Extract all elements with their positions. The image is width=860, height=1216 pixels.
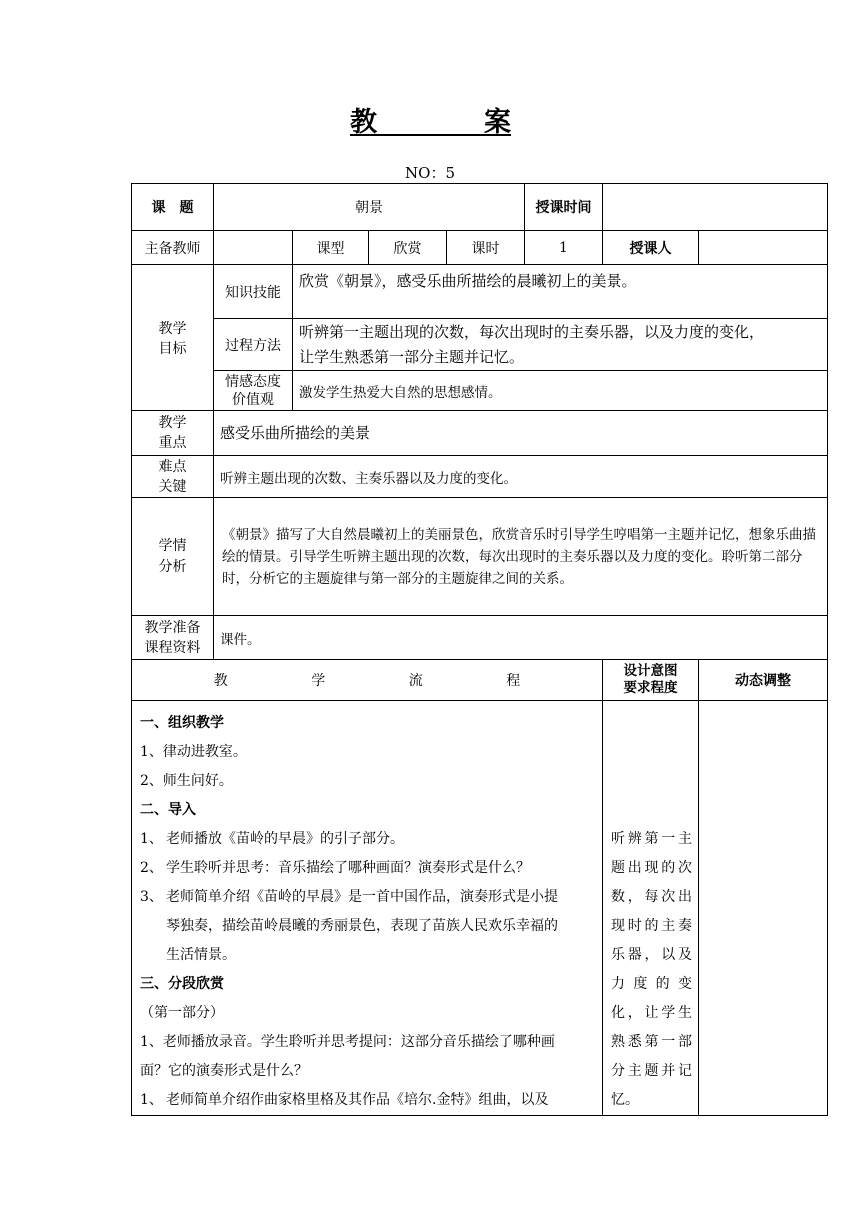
process-label: 过程方法 — [214, 319, 293, 371]
lecturer-label: 授课人 — [603, 231, 699, 265]
flow-part-label: （第一部分） — [140, 1005, 224, 1021]
flow-item-number: 1、 — [140, 831, 163, 847]
dynamic-adjust[interactable] — [699, 701, 828, 1116]
prep-row — [132, 616, 828, 660]
design-header — [603, 660, 699, 701]
flow-section-3: 三、分段欣赏 — [140, 976, 224, 992]
time-label: 授课时间 — [525, 184, 603, 231]
flow-item-number: 2、 — [140, 860, 163, 876]
lesson-plan-table — [131, 183, 828, 1116]
teacher-label: 主备教师 — [132, 231, 214, 265]
emotion-label — [214, 371, 293, 411]
focus-row — [132, 411, 828, 456]
prep-label — [132, 616, 214, 660]
process-text-line2: 让学生熟悉第一部分主题并记忆。 — [299, 347, 525, 366]
flow-item-continued: 琴独奏，描绘苗岭晨曦的秀丽景色，表现了苗族人民欢乐幸福的 — [166, 918, 558, 934]
knowledge-label: 知识技能 — [214, 265, 293, 319]
topic-value: 朝景 — [214, 184, 525, 231]
flow-item-text: 学生聆听并思考：音乐描绘了哪种画面？演奏形式是什么？ — [166, 860, 530, 876]
flow-item-text: 老师播放《苗岭的早晨》的引子部分。 — [166, 831, 404, 847]
flow-header-title — [132, 660, 603, 701]
flow-item-number: 3、 — [140, 889, 163, 905]
type-value: 欣赏 — [369, 231, 447, 265]
design-header-line2: 要求程度 — [623, 680, 678, 696]
analysis-text: 《朝景》描写了大自然晨曦初上的美丽景色，欣赏音乐时引导学生哼唱第一主题并记忆，想象乐曲描绘的情景。引导学生听辨主题出现的次数，每次出现时的主奏乐器以及力度的变化。聆听第二部分时，分析它的主题旋律与第一部分的主题旋律之间的关系。 — [214, 498, 828, 616]
analysis-row — [132, 498, 828, 616]
title-char-right: 案 — [484, 107, 511, 138]
flow-section-2: 二、导入 — [140, 802, 196, 818]
flow-item — [140, 883, 596, 912]
difficulty-label — [132, 456, 214, 498]
prep-label-line1: 教学准备 — [144, 619, 201, 636]
flow-item-text: 老师简单介绍《苗岭的早晨》是一首中国作品，演奏形式是小提 — [166, 889, 558, 905]
objectives-label — [132, 265, 214, 411]
prep-text: 课件。 — [214, 616, 828, 660]
objectives-label-line2: 目标 — [158, 340, 187, 357]
knowledge-text: 欣赏《朝景》，感受乐曲所描绘的晨曦初上的美景。 — [293, 265, 828, 319]
flow-item-continued: 生活情景。 — [166, 947, 236, 963]
focus-text: 感受乐曲所描绘的美景 — [214, 411, 828, 456]
flow-header-c3: 流 — [408, 673, 423, 689]
hours-value: 1 — [525, 231, 603, 265]
process-text — [293, 319, 828, 371]
lecturer-value[interactable] — [699, 231, 828, 265]
emotion-text: 激发学生热爱大自然的思想感情。 — [293, 371, 828, 411]
flow-header-c2: 学 — [311, 673, 326, 689]
prep-label-line2: 课程资料 — [144, 639, 201, 656]
difficulty-text: 听辨主题出现的次数、主奏乐器以及力度的变化。 — [214, 456, 828, 498]
flow-section-1: 一、组织教学 — [140, 715, 224, 731]
emotion-label-line1: 情感态度 — [225, 373, 281, 390]
topic-label: 课 题 — [132, 184, 214, 231]
difficulty-row — [132, 456, 828, 498]
topic-row — [132, 184, 828, 231]
difficulty-label-line2: 关键 — [158, 478, 187, 495]
flow-item: 1、律动进教室。 — [140, 744, 247, 760]
design-intent: 听辨第一主题出现的次数，每次出现时的主奏乐器，以及力度的变化，让学生熟悉第一部分主题并记忆。 — [603, 701, 699, 1116]
objective-emotion-row — [132, 371, 828, 411]
adjust-header: 动态调整 — [699, 660, 828, 701]
flow-item-number: 1、 — [140, 1092, 163, 1108]
focus-label-line2: 重点 — [158, 435, 187, 451]
title-char-left: 教 — [350, 107, 377, 138]
objective-knowledge-row — [132, 265, 828, 319]
analysis-label-line2: 分析 — [158, 558, 187, 575]
type-label: 课型 — [293, 231, 369, 265]
objectives-label-line1: 教学 — [158, 320, 187, 337]
flow-item-text: 老师简单介绍作曲家格里格及其作品《培尔.金特》组曲，以及 — [166, 1092, 549, 1108]
hours-label: 课时 — [447, 231, 525, 265]
flow-header-c1: 教 — [213, 673, 228, 689]
difficulty-label-line1: 难点 — [158, 458, 187, 475]
flow-header-row — [132, 660, 828, 701]
time-value[interactable] — [603, 184, 828, 231]
design-header-line1: 设计意图 — [623, 663, 678, 679]
flow-header-c4: 程 — [506, 673, 521, 689]
focus-label — [132, 411, 214, 456]
flow-item — [140, 1086, 596, 1115]
flow-item — [140, 825, 596, 854]
emotion-label-line2: 价值观 — [232, 391, 274, 408]
flow-item: 2、师生问好。 — [140, 773, 233, 789]
teacher-value[interactable] — [214, 231, 293, 265]
focus-label-line1: 教学 — [158, 415, 187, 431]
teacher-row — [132, 231, 828, 265]
flow-content — [132, 701, 603, 1116]
objective-process-row — [132, 319, 828, 371]
analysis-label-line1: 学情 — [158, 537, 187, 554]
process-text-line1: 听辨第一主题出现的次数，每次出现时的主奏乐器，以及力度的变化， — [299, 322, 765, 341]
title-underline — [350, 134, 511, 136]
flow-item-continued: 面？它的演奏形式是什么？ — [140, 1063, 308, 1079]
document-number: NO：5 — [405, 164, 455, 182]
flow-body-row — [132, 701, 828, 1116]
flow-item — [140, 854, 596, 883]
analysis-label — [132, 498, 214, 616]
flow-item: 1、老师播放录音。学生聆听并思考提问：这部分音乐描绘了哪种画 — [140, 1034, 555, 1050]
